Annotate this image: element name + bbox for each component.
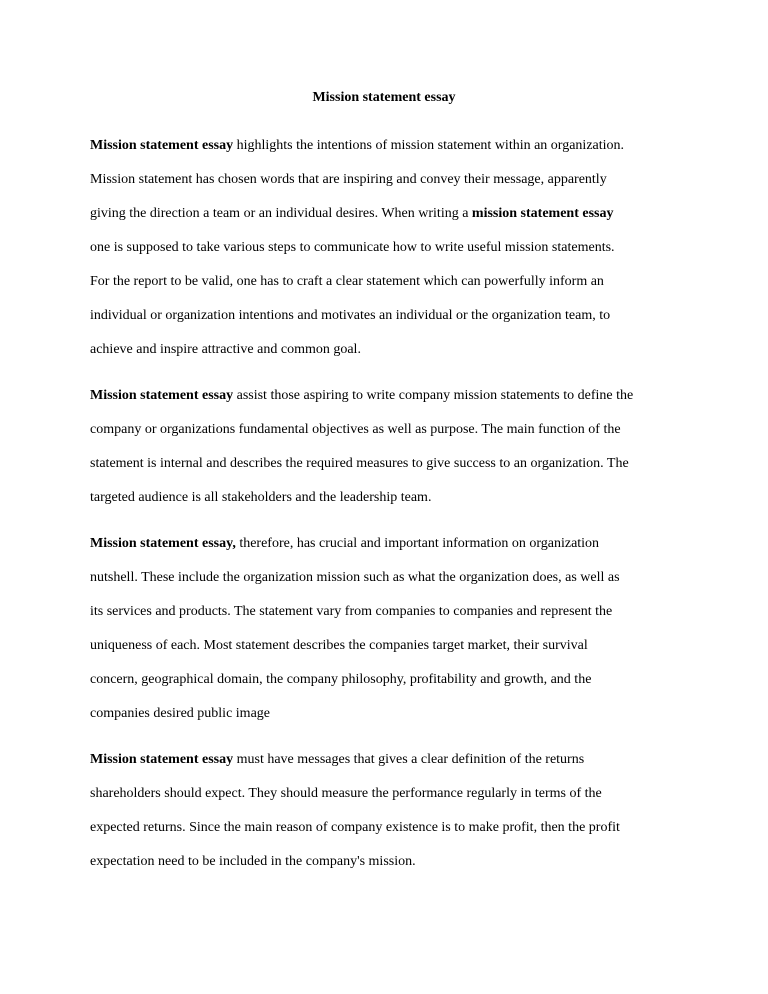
line-text: shareholders should expect. They should measure the performance regularly in terms of the bbox=[90, 786, 602, 801]
paragraph-line bbox=[90, 818, 620, 838]
paragraph-line bbox=[90, 784, 602, 804]
paragraph-line bbox=[90, 602, 612, 622]
paragraph-line bbox=[90, 454, 629, 474]
bold-phrase: Mission statement essay bbox=[90, 752, 234, 767]
line-text: highlights the intentions of mission statement within an organization. bbox=[233, 138, 625, 153]
line-text: nutshell. These include the organization mission such as what the organization does, as well as bbox=[90, 570, 620, 585]
paragraph-line bbox=[90, 488, 431, 508]
line-text: companies desired public image bbox=[90, 706, 270, 721]
paragraph-line bbox=[90, 420, 621, 440]
line-text: Mission statement has chosen words that are inspiring and convey their message, apparently bbox=[90, 172, 607, 187]
line-text: achieve and inspire attractive and common goal. bbox=[90, 342, 361, 357]
paragraph-line bbox=[90, 238, 615, 258]
paragraph-line bbox=[90, 534, 599, 554]
paragraph-line bbox=[90, 136, 624, 156]
paragraph-line bbox=[90, 704, 270, 724]
line-text: uniqueness of each. Most statement describes the companies target market, their survival bbox=[90, 638, 588, 653]
bold-phrase: Mission statement essay bbox=[90, 388, 234, 403]
bold-phrase: Mission statement essay, bbox=[90, 536, 236, 551]
document-title: Mission statement essay bbox=[312, 90, 456, 105]
line-text: must have messages that gives a clear definition of the returns bbox=[233, 752, 585, 767]
paragraph-line bbox=[90, 568, 620, 588]
bold-phrase: mission statement essay bbox=[471, 206, 614, 221]
paragraph-line bbox=[90, 636, 588, 656]
paragraph-line bbox=[90, 204, 613, 224]
line-text: its services and products. The statement vary from companies to companies and represent the bbox=[90, 604, 613, 619]
paragraph-line bbox=[90, 670, 591, 690]
line-text: concern, geographical domain, the company philosophy, profitability and growth, and the bbox=[90, 672, 592, 687]
line-text: targeted audience is all stakeholders and the leadership team. bbox=[90, 490, 432, 505]
line-text: expectation need to be included in the company's mission. bbox=[90, 854, 416, 869]
paragraph-line bbox=[90, 170, 607, 190]
line-text: individual or organization intentions and motivates an individual or the organization team, to bbox=[90, 308, 611, 323]
paragraph-line bbox=[90, 386, 633, 406]
line-text: For the report to be valid, one has to craft a clear statement which can powerfully inform an bbox=[90, 274, 604, 289]
paragraph-line bbox=[90, 852, 416, 872]
paragraph-line bbox=[90, 272, 604, 292]
line-text: one is supposed to take various steps to communicate how to write useful mission statements. bbox=[90, 240, 615, 255]
line-text: assist those aspiring to write company mission statements to define the bbox=[233, 388, 634, 403]
line-text: statement is internal and describes the required measures to give success to an organization. The bbox=[90, 456, 629, 471]
paragraph-line bbox=[90, 306, 610, 326]
paragraph-line bbox=[90, 340, 361, 360]
line-text: expected returns. Since the main reason of company existence is to make profit, then the profit bbox=[90, 820, 620, 835]
line-text: giving the direction a team or an individual desires. When writing a bbox=[90, 206, 472, 221]
bold-phrase: Mission statement essay bbox=[90, 138, 234, 153]
paragraph-line bbox=[90, 750, 584, 770]
line-text: therefore, has crucial and important information on organization bbox=[235, 536, 600, 551]
line-text: company or organizations fundamental objectives as well as purpose. The main function of the bbox=[90, 422, 621, 437]
